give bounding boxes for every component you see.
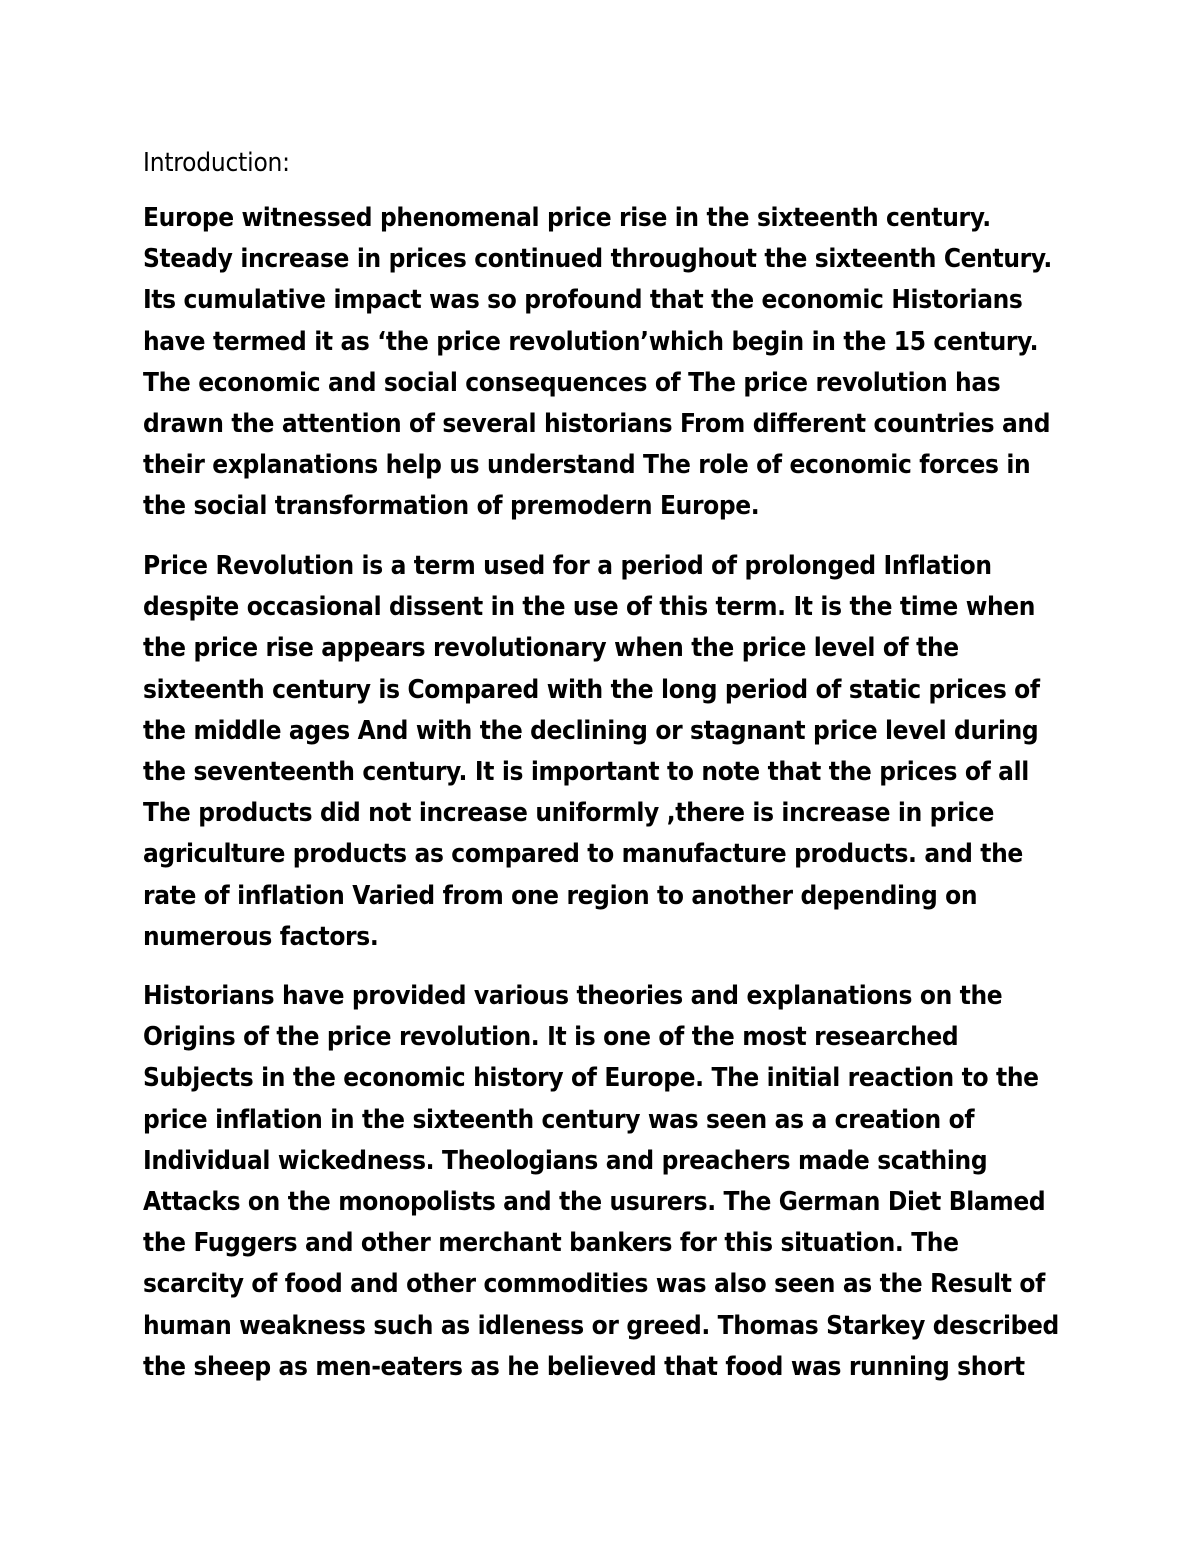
text-line: Historians have provided various theories and explanations on the	[143, 981, 1003, 1011]
text-line: the seventeenth century. It is important to note that the prices of all	[143, 756, 1029, 787]
paragraph-price-revolution	[143, 546, 1040, 958]
paragraph-historians	[143, 976, 1059, 1388]
text-line: The economic and social consequences of The price revolution has	[143, 367, 1001, 398]
section-heading: Introduction:	[143, 148, 290, 178]
text-line: The products did not increase uniformly ,there is increase in price	[143, 798, 994, 829]
text-line: numerous factors.	[143, 921, 379, 952]
text-line: human weakness such as idleness or greed. Thomas Starkey described	[143, 1310, 1059, 1341]
text-line: their explanations help us understand The role of economic forces in	[143, 450, 1031, 481]
text-line: price inflation in the sixteenth century was seen as a creation of	[143, 1104, 975, 1135]
text-line: the social transformation of premodern Europe.	[143, 491, 760, 522]
text-line: agriculture products as compared to manufacture products. and the	[143, 839, 1023, 870]
text-line: the sheep as men-eaters as he believed that food was running short	[143, 1351, 1025, 1382]
text-line: Its cumulative impact was so profound that the economic Historians	[143, 285, 1023, 316]
text-line: Origins of the price revolution. It is one of the most researched	[143, 1022, 959, 1053]
text-line: despite occasional dissent in the use of this term. It is the time when	[143, 592, 1036, 623]
text-line: Steady increase in prices continued throughout the sixteenth Century.	[143, 244, 1052, 275]
text-line: drawn the attention of several historians From different countries and	[143, 408, 1051, 439]
paragraph-intro	[143, 198, 1052, 528]
text-line: Individual wickedness. Theologians and preachers made scathing	[143, 1145, 988, 1176]
text-line: sixteenth century is Compared with the long period of static prices of	[143, 674, 1040, 705]
text-line: Europe witnessed phenomenal price rise in the sixteenth century.	[143, 203, 991, 233]
text-line: rate of inflation Varied from one region to another depending on	[143, 880, 978, 911]
text-line: the Fuggers and other merchant bankers for this situation. The	[143, 1228, 959, 1259]
text-line: Price Revolution is a term used for a period of prolonged Inflation	[143, 551, 992, 581]
text-line: the price rise appears revolutionary when the price level of the	[143, 633, 959, 664]
text-line: scarcity of food and other commodities was also seen as the Result of	[143, 1269, 1045, 1300]
text-line: Attacks on the monopolists and the usurers. The German Diet Blamed	[143, 1186, 1046, 1217]
text-line: Subjects in the economic history of Europe. The initial reaction to the	[143, 1063, 1039, 1094]
text-line: have termed it as ‘the price revolution’which begin in the 15 century.	[143, 326, 1039, 357]
text-line: the middle ages And with the declining or stagnant price level during	[143, 715, 1039, 746]
